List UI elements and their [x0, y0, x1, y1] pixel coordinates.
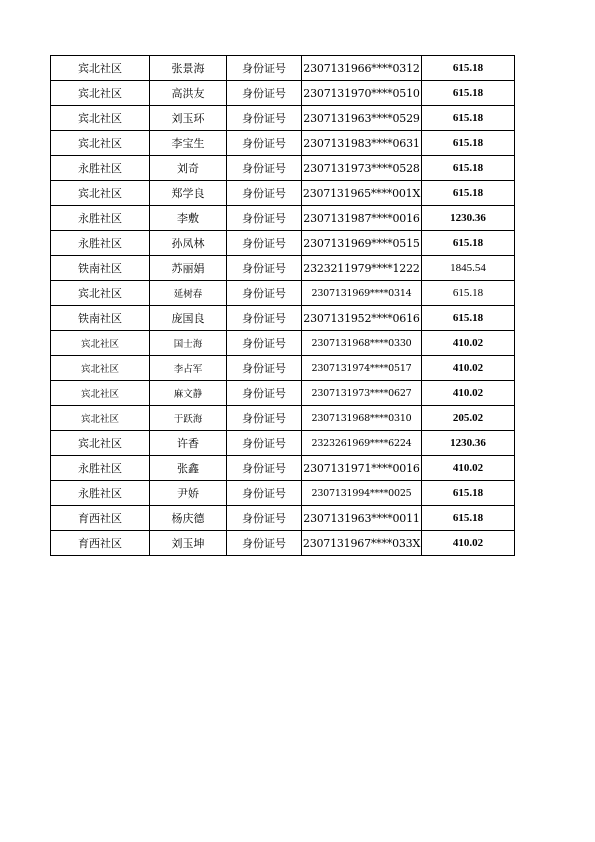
amount-cell: 615.18: [422, 156, 515, 181]
amount-cell: 410.02: [422, 531, 515, 556]
table-row: [51, 456, 515, 481]
community-cell: 宾北社区: [51, 56, 150, 81]
name-cell: 李宝生: [150, 131, 227, 156]
id-number-cell: 2307131969****0314: [302, 281, 422, 306]
id-type-cell: 身份证号: [227, 381, 302, 406]
id-number-cell: 2307131983****0631: [302, 131, 422, 156]
table-row: [51, 56, 515, 81]
community-cell: 永胜社区: [51, 231, 150, 256]
id-number-cell: 2307131952****0616: [302, 306, 422, 331]
table-row: [51, 156, 515, 181]
name-cell: 刘玉环: [150, 106, 227, 131]
id-type-cell: 身份证号: [227, 256, 302, 281]
id-type-cell: 身份证号: [227, 56, 302, 81]
id-type-cell: 身份证号: [227, 106, 302, 131]
id-number-cell: 2323211979****1222: [302, 256, 422, 281]
amount-cell: 1845.54: [422, 256, 515, 281]
table-row: [51, 381, 515, 406]
id-type-cell: 身份证号: [227, 206, 302, 231]
subsidy-table: [50, 55, 515, 556]
id-type-cell: 身份证号: [227, 356, 302, 381]
id-number-cell: 2307131970****0510: [302, 81, 422, 106]
name-cell: 于跃海: [150, 406, 227, 431]
amount-cell: 615.18: [422, 481, 515, 506]
amount-cell: 615.18: [422, 131, 515, 156]
amount-cell: 615.18: [422, 106, 515, 131]
community-cell: 永胜社区: [51, 456, 150, 481]
id-number-cell: 2307131987****0016: [302, 206, 422, 231]
name-cell: 国士海: [150, 331, 227, 356]
id-type-cell: 身份证号: [227, 131, 302, 156]
id-type-cell: 身份证号: [227, 481, 302, 506]
id-number-cell: 2323261969****6224: [302, 431, 422, 456]
community-cell: 宾北社区: [51, 356, 150, 381]
community-cell: 铁南社区: [51, 306, 150, 331]
name-cell: 刘奇: [150, 156, 227, 181]
id-number-cell: 2307131963****0011: [302, 506, 422, 531]
id-type-cell: 身份证号: [227, 531, 302, 556]
community-cell: 永胜社区: [51, 481, 150, 506]
name-cell: 苏丽娟: [150, 256, 227, 281]
table-row: [51, 131, 515, 156]
table-row: [51, 406, 515, 431]
name-cell: 许香: [150, 431, 227, 456]
amount-cell: 410.02: [422, 456, 515, 481]
amount-cell: 615.18: [422, 56, 515, 81]
table-row: [51, 256, 515, 281]
id-type-cell: 身份证号: [227, 81, 302, 106]
community-cell: 宾北社区: [51, 406, 150, 431]
community-cell: 育西社区: [51, 531, 150, 556]
community-cell: 宾北社区: [51, 331, 150, 356]
table-row: [51, 356, 515, 381]
community-cell: 育西社区: [51, 506, 150, 531]
id-type-cell: 身份证号: [227, 456, 302, 481]
amount-cell: 615.18: [422, 306, 515, 331]
id-number-cell: 2307131969****0515: [302, 231, 422, 256]
amount-cell: 1230.36: [422, 431, 515, 456]
id-number-cell: 2307131967****033X: [302, 531, 422, 556]
id-number-cell: 2307131974****0517: [302, 356, 422, 381]
name-cell: 张景海: [150, 56, 227, 81]
amount-cell: 615.18: [422, 506, 515, 531]
amount-cell: 410.02: [422, 381, 515, 406]
name-cell: 郑学良: [150, 181, 227, 206]
community-cell: 永胜社区: [51, 206, 150, 231]
table-row: [51, 481, 515, 506]
community-cell: 宾北社区: [51, 431, 150, 456]
amount-cell: 205.02: [422, 406, 515, 431]
id-type-cell: 身份证号: [227, 406, 302, 431]
community-cell: 宾北社区: [51, 106, 150, 131]
table-row: [51, 281, 515, 306]
table-row: [51, 331, 515, 356]
id-type-cell: 身份证号: [227, 281, 302, 306]
id-number-cell: 2307131973****0528: [302, 156, 422, 181]
id-number-cell: 2307131973****0627: [302, 381, 422, 406]
table-row: [51, 106, 515, 131]
id-type-cell: 身份证号: [227, 156, 302, 181]
community-cell: 宾北社区: [51, 281, 150, 306]
id-type-cell: 身份证号: [227, 506, 302, 531]
community-cell: 宾北社区: [51, 181, 150, 206]
name-cell: 李敷: [150, 206, 227, 231]
id-number-cell: 2307131966****0312: [302, 56, 422, 81]
table-row: [51, 506, 515, 531]
id-type-cell: 身份证号: [227, 231, 302, 256]
name-cell: 杨庆德: [150, 506, 227, 531]
id-number-cell: 2307131968****0310: [302, 406, 422, 431]
table-row: [51, 81, 515, 106]
community-cell: 宾北社区: [51, 381, 150, 406]
table-row: [51, 206, 515, 231]
id-type-cell: 身份证号: [227, 331, 302, 356]
name-cell: 张鑫: [150, 456, 227, 481]
amount-cell: 615.18: [422, 81, 515, 106]
table-row: [51, 306, 515, 331]
id-type-cell: 身份证号: [227, 306, 302, 331]
amount-cell: 410.02: [422, 356, 515, 381]
community-cell: 铁南社区: [51, 256, 150, 281]
name-cell: 麻文静: [150, 381, 227, 406]
amount-cell: 1230.36: [422, 206, 515, 231]
community-cell: 宾北社区: [51, 131, 150, 156]
name-cell: 李占军: [150, 356, 227, 381]
table-row: [51, 231, 515, 256]
table-row: [51, 181, 515, 206]
community-cell: 宾北社区: [51, 81, 150, 106]
name-cell: 延树春: [150, 281, 227, 306]
community-cell: 永胜社区: [51, 156, 150, 181]
amount-cell: 410.02: [422, 331, 515, 356]
id-number-cell: 2307131968****0330: [302, 331, 422, 356]
name-cell: 孙凤林: [150, 231, 227, 256]
table-row: [51, 531, 515, 556]
id-number-cell: 2307131994****0025: [302, 481, 422, 506]
id-number-cell: 2307131963****0529: [302, 106, 422, 131]
id-number-cell: 2307131971****0016: [302, 456, 422, 481]
id-type-cell: 身份证号: [227, 181, 302, 206]
name-cell: 刘玉坤: [150, 531, 227, 556]
name-cell: 庞国良: [150, 306, 227, 331]
amount-cell: 615.18: [422, 281, 515, 306]
amount-cell: 615.18: [422, 181, 515, 206]
name-cell: 高洪友: [150, 81, 227, 106]
id-type-cell: 身份证号: [227, 431, 302, 456]
table-row: [51, 431, 515, 456]
amount-cell: 615.18: [422, 231, 515, 256]
name-cell: 尹娇: [150, 481, 227, 506]
id-number-cell: 2307131965****001X: [302, 181, 422, 206]
